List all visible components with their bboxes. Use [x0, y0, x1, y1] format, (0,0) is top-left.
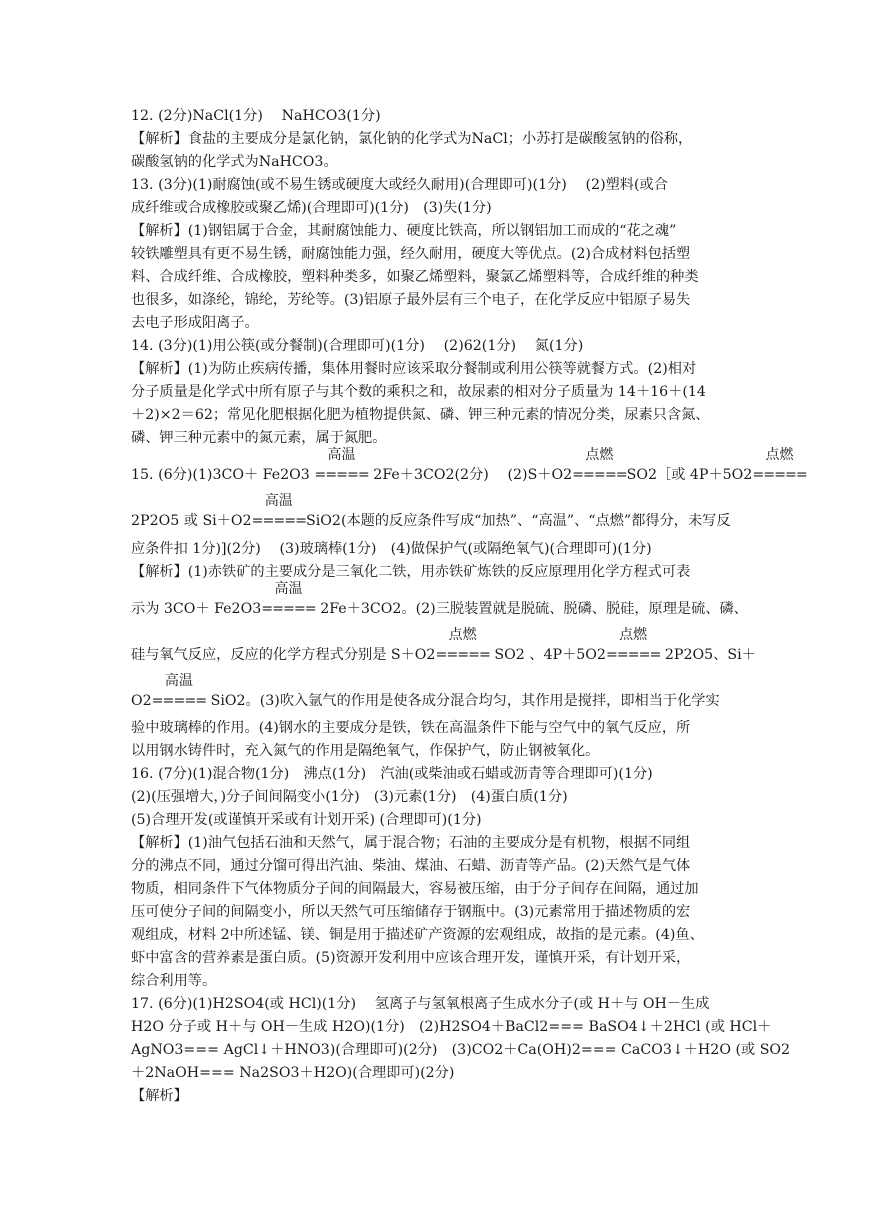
answer-16-line2: (2)(压强增大，)分子间间隔变小(1分) (3)元素(1分) (4)蛋白质(1分) [131, 789, 568, 805]
answer-17-line2: H2O 分子或 H＋与 OH－生成 H2O)(1分) (2)H2SO4＋BaCl2=== BaSO4↓＋2HCl (或 HCl＋ [131, 1019, 772, 1035]
eq-text: 15. (6分)(1)3CO＋ Fe2O3 [131, 467, 315, 483]
analysis-12-line1: 【解析】食盐的主要成分是氯化钠，氯化钠的化学式为NaCl；小苏打是碳酸氢钠的俗称， [131, 131, 693, 147]
eq-text: 2Fe＋3CO2(2分) (2)S＋O2 [368, 467, 573, 483]
analysis-16-line4: 压可使分子间的间隔变小，所以天然气可压缩储存于钢瓶中。(3)元素常用于描述物质的宏 [131, 904, 691, 920]
analysis-16-line5: 观组成，材料 2中所述锰、镁、铜是用于描述矿产资源的宏观组成，故指的是元素。(4)鱼、 [131, 927, 704, 943]
analysis-16-line6: 虾中富含的营养素是蛋白质。(5)资源开发利用中应该合理开发，谨慎开采，有计划开采， [131, 950, 691, 966]
condition-label: 点燃 [619, 627, 648, 643]
reaction-condition [572, 447, 627, 486]
equals-sign: ===== [251, 513, 307, 529]
analysis-17-heading: 【解析】 [131, 1088, 188, 1104]
eq-text: SO2 、4P＋5O2 [489, 647, 606, 663]
answer-17-line4: ＋2NaOH=== Na2SO3＋H2O)(合理即可)(2分) [131, 1065, 455, 1081]
equals-sign: ===== [435, 647, 490, 663]
analysis-13-line1: 【解析】(1)钢铝属于合金，其耐腐蚀能力、硬度比铁高，所以钢铝加工而成的“花之魂” [131, 223, 677, 239]
analysis-15-line2 [131, 581, 771, 620]
condition-label: 高温 [274, 581, 303, 597]
reaction-condition [605, 627, 661, 666]
analysis-13-line5: 去电子形成阳离子。 [131, 315, 259, 331]
reaction-condition [151, 673, 207, 712]
answer-13-line1: 13. (3分)(1)耐腐蚀(或不易生锈或硬度大或经久耐用)(合理即可)(1分) (2)塑料(或合 [131, 177, 668, 193]
analysis-15-line4 [131, 673, 771, 712]
reaction-condition [752, 447, 807, 486]
equals-sign: ===== [151, 693, 207, 709]
analysis-16-line1: 【解析】(1)油气包括石油和天然气，属于混合物；石油的主要成分是有机物，根据不同组 [131, 835, 691, 851]
eq-text: 2P2O5、Si＋ [660, 647, 756, 663]
analysis-14-line1: 【解析】(1)为防止疾病传播，集体用餐时应该采取分餐制或利用公筷等就餐方式。(2)相对 [131, 361, 697, 377]
answer-15-line1 [131, 447, 807, 486]
eq-text: SiO2。(3)吹入氩气的作用是使各成分混合均匀，其作用是搅拌，即相当于化学实 [206, 693, 720, 709]
reaction-condition [261, 581, 316, 620]
eq-text: O2 [131, 693, 152, 709]
condition-label: 点燃 [448, 627, 477, 643]
analysis-16-line3: 物质，相同条件下气体物质分子间的间隔最大，容易被压缩，由于分子间存在间隔，通过加 [131, 881, 699, 897]
condition-label: 高温 [264, 493, 293, 509]
answer-15-line2 [131, 493, 771, 532]
reaction-condition [435, 627, 490, 666]
answer-13-line2: 成纤维或合成橡胶或聚乙烯)(合理即可)(1分) (3)失(1分) [131, 200, 492, 216]
eq-text: 2Fe＋3CO2。(2)三脱装置就是脱硫、脱磷、脱硅，原理是硫、磷、 [315, 601, 748, 617]
analysis-15-line3 [131, 627, 771, 666]
answer-17-line3: AgNO3=== AgCl↓＋HNO3)(合理即可)(2分) (3)CO2＋Ca(OH)2=== CaCO3↓＋H2O (或 SO2 [131, 1042, 791, 1058]
analysis-13-line2: 较铁雕塑具有更不易生锈，耐腐蚀能力强，经久耐用，硬度大等优点。(2)合成材料包括塑 [131, 246, 691, 262]
answer-17-line1: 17. (6分)(1)H2SO4(或 HCl)(1分) 氢离子与氢氧根离子生成水分子(或 H＋与 OH－生成 [131, 996, 710, 1012]
equals-sign: ===== [314, 467, 369, 483]
reaction-condition [251, 493, 307, 532]
analysis-14-line3: ＋2)×2＝62；常见化肥根据化肥为植物提供氮、磷、钾三种元素的情况分类，尿素只含氮、 [131, 407, 710, 423]
analysis-16-line7: 综合利用等。 [131, 973, 217, 989]
analysis-12-line2: 碳酸氢钠的化学式为NaHCO3。 [131, 154, 338, 170]
condition-label: 点燃 [585, 447, 614, 463]
answer-16-line1: 16. (7分)(1)混合物(1分) 沸点(1分) 汽油(或柴油或石蜡或沥青等合理即可)(1分) [131, 766, 653, 782]
eq-text: 硅与氧气反应，反应的化学方程式分别是 S＋O2 [131, 647, 436, 663]
answer-15-line3: 应条件扣 1分)](2分) (3)玻璃棒(1分) (4)做保护气(或隔绝氧气)(合理即可)(1分) [131, 541, 652, 557]
analysis-14-line2: 分子质量是化学式中所有原子与其个数的乘积之和，故尿素的相对分子质量为 14＋16＋(14 [131, 384, 706, 400]
equals-sign: ===== [605, 647, 661, 663]
condition-label: 高温 [327, 447, 356, 463]
eq-text: SiO2(本题的反应条件写成“加热”、“高温”、“点燃”都得分，未写反 [306, 513, 731, 529]
eq-text: SO2［或 4P＋5O2 [626, 467, 753, 483]
analysis-13-line4: 也很多，如涤纶，锦纶，芳纶等。(3)铝原子最外层有三个电子，在化学反应中铝原子易失 [131, 292, 691, 308]
analysis-13-line3: 料、合成纤维、合成橡胶，塑料种类多，如聚乙烯塑料，聚氯乙烯塑料等，合成纤维的种类 [131, 269, 699, 285]
analysis-16-line2: 分的沸点不同，通过分馏可得出汽油、柴油、煤油、石蜡、沥青等产品。(2)天然气是气体 [131, 858, 691, 874]
equals-sign: ===== [752, 467, 807, 483]
answer-16-line3: (5)合理开发(或谨慎开采或有计划开采) (合理即可)(1分) [131, 812, 482, 828]
eq-text: 2P2O5 或 Si＋O2 [131, 513, 252, 529]
analysis-14-line4: 磷、钾三种元素中的氮元素，属于氮肥。 [131, 430, 387, 446]
answer-14: 14. (3分)(1)用公筷(或分餐制)(合理即可)(1分) (2)62(1分) 氮(1分) [131, 338, 584, 354]
condition-label: 高温 [164, 673, 193, 689]
condition-label: 点燃 [765, 447, 794, 463]
analysis-15-line6: 以用钢水铸件时，充入氮气的作用是隔绝氧气，作保护气，防止钢被氧化。 [131, 743, 600, 759]
answer-12: 12. (2分)NaCl(1分) NaHCO3(1分) [131, 108, 381, 124]
analysis-15-line5: 验中玻璃棒的作用。(4)钢水的主要成分是铁，铁在高温条件下能与空气中的氧气反应，所 [131, 720, 691, 736]
reaction-condition [314, 447, 369, 486]
analysis-15-line1: 【解析】(1)赤铁矿的主要成分是三氧化二铁，用赤铁矿炼铁的反应原理用化学方程式可表 [131, 564, 691, 580]
equals-sign: ===== [261, 601, 316, 617]
eq-text: 示为 3CO＋ Fe2O3 [131, 601, 262, 617]
equals-sign: ===== [572, 467, 627, 483]
